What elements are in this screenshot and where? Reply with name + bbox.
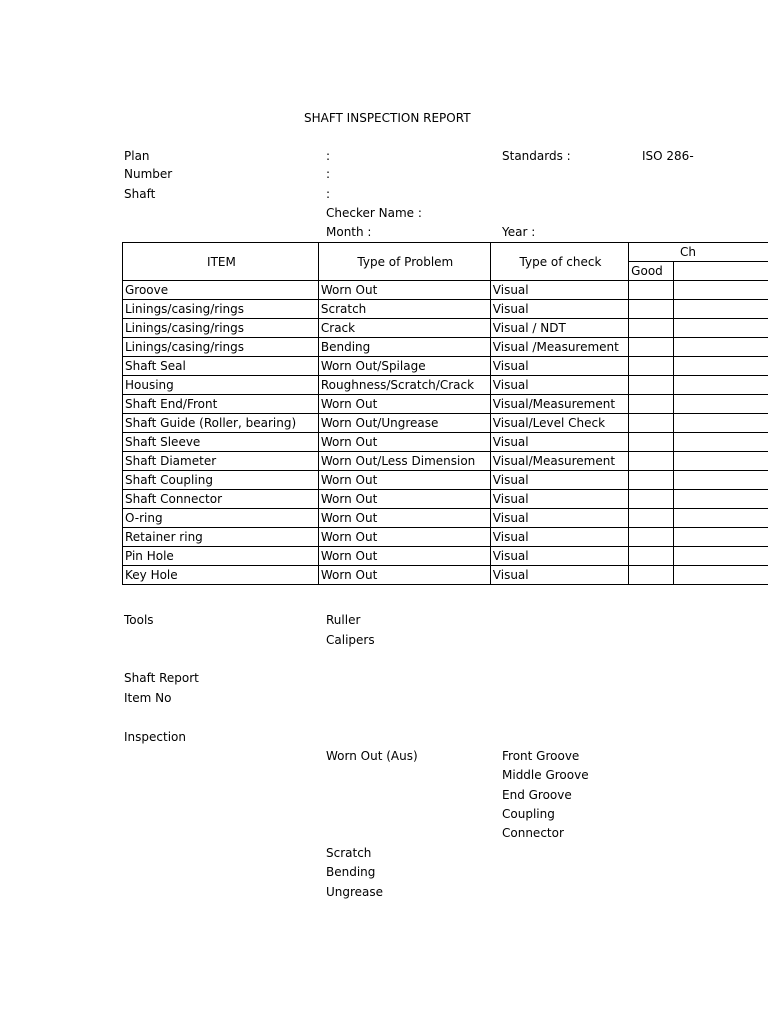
checker-name-label: Checker Name : [326,206,422,220]
check-cell: Visual/Level Check [490,414,628,433]
number-label: Number [124,167,173,181]
problem-cell: Worn Out [318,395,490,414]
table-row [123,395,768,414]
inspection-location: End Groove [502,788,572,802]
header-type-of-problem: Type of Problem [318,243,490,281]
table-row [123,528,768,547]
shaft-report-label: Shaft Report [124,671,199,685]
shaft-label: Shaft [124,187,156,201]
result-cell[interactable] [674,300,768,319]
check-cell: Visual [490,566,628,585]
result-cell[interactable] [674,319,768,338]
table-row [123,433,768,452]
item-cell: Shaft Diameter [123,452,319,471]
item-cell: Groove [123,281,319,300]
problem-cell: Worn Out [318,281,490,300]
check-cell: Visual [490,357,628,376]
good-cell[interactable] [629,490,674,509]
header-item: ITEM [123,243,319,281]
item-cell: Shaft Connector [123,490,319,509]
check-cell: Visual [490,471,628,490]
good-cell[interactable] [629,376,674,395]
item-cell: Housing [123,376,319,395]
header-good: Good [629,262,674,281]
item-cell: Linings/casing/rings [123,319,319,338]
item-cell: Shaft Seal [123,357,319,376]
table-row [123,319,768,338]
good-cell[interactable] [629,547,674,566]
header-check-result-label: Ch [680,245,696,259]
item-cell: Shaft Coupling [123,471,319,490]
problem-cell: Worn Out [318,433,490,452]
item-cell: Retainer ring [123,528,319,547]
problem-cell: Worn Out [318,471,490,490]
result-cell[interactable] [674,452,768,471]
table-row [123,414,768,433]
table-row [123,281,768,300]
standards-label: Standards : [502,149,571,163]
table-row [123,452,768,471]
good-cell[interactable] [629,509,674,528]
shaft-colon: : [326,187,331,201]
table-row [123,376,768,395]
number-colon: : [326,167,331,181]
good-cell[interactable] [629,357,674,376]
worn-out-label: Worn Out (Aus) [326,749,418,763]
problem-cell: Bending [318,338,490,357]
plan-colon: : [326,149,331,163]
result-cell[interactable] [674,338,768,357]
problem-cell: Worn Out [318,566,490,585]
good-cell[interactable] [629,528,674,547]
table-row [123,338,768,357]
problem-cell: Worn Out [318,547,490,566]
good-cell[interactable] [629,319,674,338]
inspection-location: Middle Groove [502,768,589,782]
header-type-of-check: Type of check [490,243,628,281]
table-row [123,566,768,585]
item-cell: Shaft Sleeve [123,433,319,452]
result-cell[interactable] [674,528,768,547]
check-cell: Visual [490,547,628,566]
result-cell[interactable] [674,357,768,376]
report-title: SHAFT INSPECTION REPORT [304,111,471,125]
check-cell: Visual/Measurement [490,395,628,414]
standards-value: ISO 286- [642,149,694,163]
item-cell: Shaft End/Front [123,395,319,414]
check-cell: Visual / NDT [490,319,628,338]
inspection-other: Ungrease [326,885,384,899]
problem-cell: Worn Out/Spilage [318,357,490,376]
result-cell[interactable] [674,547,768,566]
inspection-table-wrapper [122,242,768,592]
item-cell: Pin Hole [123,547,319,566]
good-cell[interactable] [629,300,674,319]
result-cell[interactable] [674,566,768,585]
inspection-location: Front Groove [502,749,580,763]
inspection-label: Inspection [124,730,186,744]
good-cell[interactable] [629,452,674,471]
check-cell: Visual [490,300,628,319]
good-cell[interactable] [629,395,674,414]
problem-cell: Worn Out/Less Dimension [318,452,490,471]
result-cell[interactable] [674,414,768,433]
problem-cell: Crack [318,319,490,338]
item-cell: O-ring [123,509,319,528]
tools-label: Tools [124,613,154,627]
good-cell[interactable] [629,414,674,433]
result-cell[interactable] [674,395,768,414]
check-cell: Visual [490,509,628,528]
inspection-other: Bending [326,865,376,879]
table-row [123,300,768,319]
table-row [123,547,768,566]
check-cell: Visual [490,528,628,547]
check-cell: Visual [490,490,628,509]
inspection-table [122,242,768,585]
good-cell[interactable] [629,433,674,452]
tool-item: Ruller [326,613,361,627]
problem-cell: Roughness/Scratch/Crack [318,376,490,395]
item-cell: Linings/casing/rings [123,300,319,319]
tool-item: Calipers [326,633,375,647]
check-cell: Visual/Measurement [490,452,628,471]
inspection-other: Scratch [326,846,372,860]
result-cell[interactable] [674,376,768,395]
table-row [123,490,768,509]
item-cell: Shaft Guide (Roller, bearing) [123,414,319,433]
problem-cell: Worn Out [318,528,490,547]
table-row [123,509,768,528]
problem-cell: Worn Out/Ungrease [318,414,490,433]
good-cell[interactable] [629,471,674,490]
check-cell: Visual [490,433,628,452]
inspection-location: Coupling [502,807,555,821]
result-cell[interactable] [674,471,768,490]
item-no-label: Item No [124,691,172,705]
check-cell: Visual [490,376,628,395]
good-cell[interactable] [629,281,674,300]
table-row [123,471,768,490]
inspection-location: Connector [502,826,564,840]
month-label: Month : [326,225,372,239]
result-cell[interactable] [674,281,768,300]
header-check-result-other [674,262,768,281]
table-row [123,357,768,376]
item-cell: Linings/casing/rings [123,338,319,357]
plan-label: Plan [124,149,150,163]
result-cell[interactable] [674,433,768,452]
problem-cell: Worn Out [318,490,490,509]
year-label: Year : [502,225,536,239]
problem-cell: Scratch [318,300,490,319]
check-cell: Visual /Measurement [490,338,628,357]
check-cell: Visual [490,281,628,300]
result-cell[interactable] [674,509,768,528]
good-cell[interactable] [629,566,674,585]
item-cell: Key Hole [123,566,319,585]
problem-cell: Worn Out [318,509,490,528]
result-cell[interactable] [674,490,768,509]
header-check-result-group [629,243,768,262]
good-cell[interactable] [629,338,674,357]
